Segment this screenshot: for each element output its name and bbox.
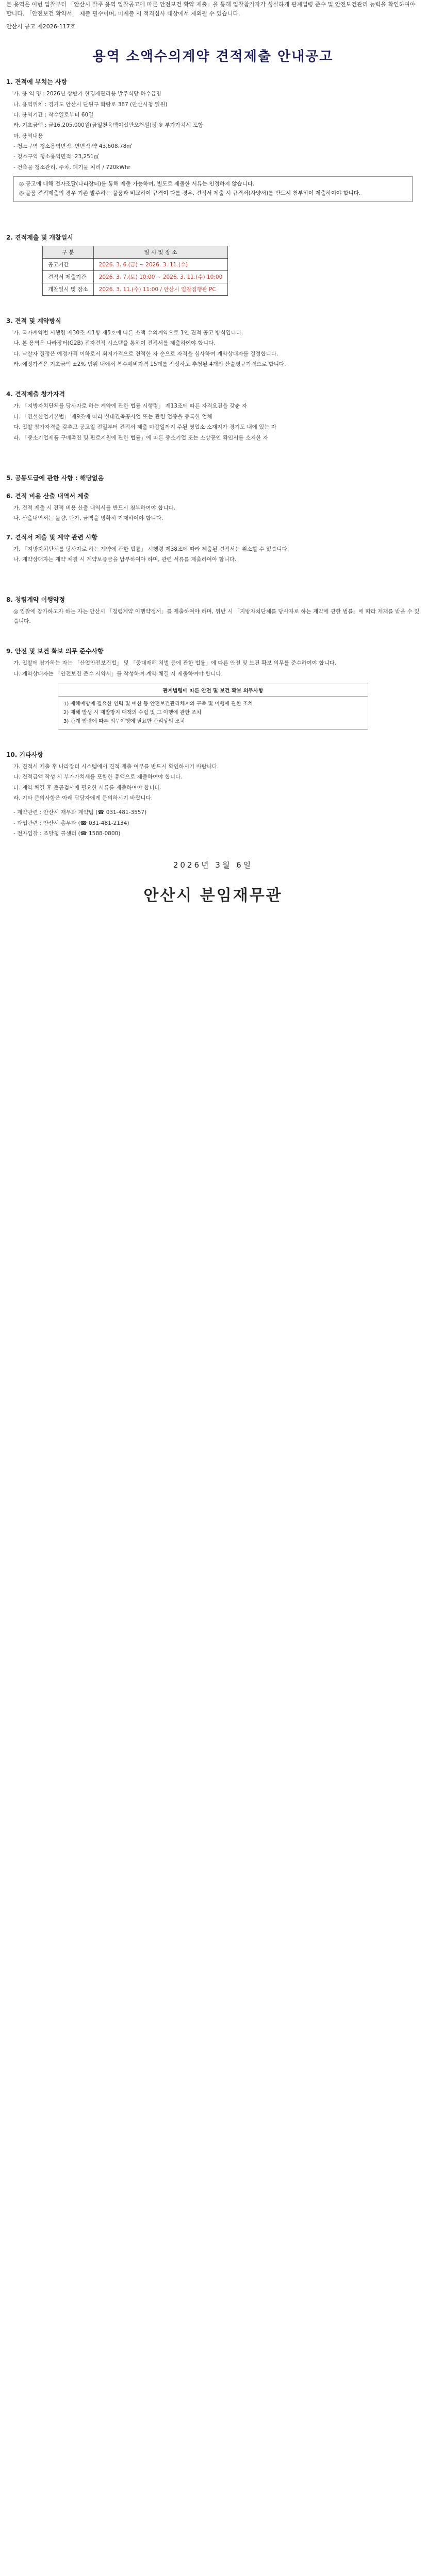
page-title: 용역 소액수의계약 견적제출 안내공고 xyxy=(92,49,334,65)
section-8-heading: 8. 청렴계약 이행약정 xyxy=(6,596,65,604)
contact-line: - 계약관련 : 안산시 재무과 계약팀 (☎ 031-481-3557) xyxy=(13,809,147,816)
section-9-heading: 9. 안전 및 보건 확보 의무 준수사항 xyxy=(6,648,104,655)
section-3-heading: 3. 견적 및 계약방식 xyxy=(6,317,61,325)
schedule-header: 구 분 xyxy=(43,246,94,258)
issuer-name: 안산시 분임재무관 xyxy=(143,886,283,905)
schedule-header: 일 시 및 장 소 xyxy=(93,246,228,258)
s4-item: 나. 「건설산업기본법」 제9조에 따라 실내건축공사업 또는 관련 업종을 등록한 업체 xyxy=(13,413,212,420)
s1-item: 다. 용역기간 : 착수일로부터 60일 xyxy=(13,111,94,118)
s4-item: 가. 「지방자치단체를 당사자로 하는 계약에 관한 법률 시행령」 제13조에 따른 자격요건을 갖춘 자 xyxy=(13,403,248,410)
s4-item: 다. 입찰 참가자격을 갖추고 공고일 전일부터 견적서 제출 마감일까지 주된 영업소 소재지가 경기도 내에 있는 자 xyxy=(13,424,276,431)
s1-notes-box xyxy=(13,176,413,202)
s7-item: 가. 「지방자치단체를 당사자로 하는 계약에 관한 법률」 시행령 제38조에 따라 제출된 견적서는 취소할 수 없습니다. xyxy=(13,546,289,552)
schedule-cell: 견적서 제출기간 xyxy=(43,270,94,283)
s10-item: 라. 기타 문의사항은 아래 담당자에게 문의하시기 바랍니다. xyxy=(13,795,153,801)
safety-duty-box xyxy=(58,684,368,730)
contact-line: - 과업관련 : 안산시 총무과 (☎ 031-481-2134) xyxy=(13,820,129,826)
s3-item: 다. 낙찰자 결정은 예정가격 이하로서 최저가격으로 견적한 자 순으로 자격을 심사하여 계약상대자를 결정합니다. xyxy=(13,350,278,357)
s3-item: 가. 국가계약법 시행령 제30조 제1항 제5호에 따른 소액 수의계약으로 1인 견적 공고 방식입니다. xyxy=(13,329,243,336)
s10-item: 다. 계약 체결 후 준공검사에 필요한 서류를 제출하여야 합니다. xyxy=(13,784,161,791)
s4-item: 라. 「중소기업제품 구매촉진 및 판로지원에 관한 법률」에 따른 중소기업 또는 소상공인 확인서를 소지한 자 xyxy=(13,434,268,441)
s1-note: ◎ 물품 견적제출의 경우 기존 발주하는 물품과 비교하여 규격이 다를 경우, 견적서 제출 시 규격서(사양서)를 반드시 첨부하여 제출하여야 합니다. xyxy=(19,190,361,197)
s1-note: ◎ 공고에 대해 전자조달(나라장터)를 통해 제출 가능하며, 별도로 제출한 서류는 인정하지 않습니다. xyxy=(19,181,255,188)
s9-item: 가. 입찰에 참가하는 자는 「산업안전보건법」 및 「중대재해 처벌 등에 관한 법률」에 따른 안전 및 보건 확보 의무를 준수하여야 합니다. xyxy=(13,660,337,667)
section-4-heading: 4. 견적제출 참가자격 xyxy=(6,391,65,398)
notice-number: 안산시 공고 제2026-117호 xyxy=(6,23,76,30)
s3-item: 라. 예정가격은 기초금액 ±2% 범위 내에서 복수예비가격 15개를 작성하고 추첨된 4개의 산술평균가격으로 합니다. xyxy=(13,361,286,367)
s1-item: 마. 용역내용 xyxy=(13,132,43,139)
schedule-cell: 2026. 3. 7.(토) 10:00 ~ 2026. 3. 11.(수) 10:00 xyxy=(93,270,228,283)
s10-item: 가. 견적서 제출 후 나라장터 시스템에서 견적 제출 여부를 반드시 확인하시기 바랍니다. xyxy=(13,763,219,770)
schedule-cell: 공고기간 xyxy=(43,258,94,270)
schedule-cell: 2026. 3. 6.(금) ~ 2026. 3. 11.(수) xyxy=(93,258,228,270)
s3-item: 나. 본 용역은 나라장터(G2B) 전자견적 시스템을 통하여 견적서를 제출하여야 합니다. xyxy=(13,340,216,347)
s1-item: - 청소구역 청소용역면적: 23,251㎡ xyxy=(13,154,100,160)
s8-item: ◎ 입찰에 참가하고자 하는 자는 안산시 「청렴계약 이행약정서」를 제출하여야 하며, 위반 시 「지방자치단체를 당사자로 하는 계약에 관한 법률」에 따라 제재를 받을 수 있습니다. xyxy=(13,608,420,624)
s1-item: - 건축물 청소관리, 주차, 폐기물 처리 / 720kWhr xyxy=(13,164,130,171)
s7-item: 나. 계약상대자는 계약 체결 시 계약보증금을 납부하여야 하며, 관련 서류를 제출하여야 합니다. xyxy=(13,556,237,563)
s1-item: 나. 용역위치 : 경기도 안산시 단원구 화랑로 387 (안산시청 일원) xyxy=(13,101,168,108)
s6-item: 가. 견적 제출 시 견적 비용 산출 내역서를 반드시 첨부하여야 합니다. xyxy=(13,504,175,511)
safety-duty-line: 1) 재해예방에 필요한 인력 및 예산 등 안전보건관리체계의 구축 및 이행에 관한 조치 xyxy=(63,701,253,707)
section-2-heading: 2. 견적제출 및 개찰일시 xyxy=(6,233,73,241)
notice-sheet xyxy=(0,0,426,905)
issue-date: 2026년 3월 6일 xyxy=(173,860,253,870)
s10-item: 나. 견적금액 작성 시 부가가치세를 포함한 총액으로 제출하여야 합니다. xyxy=(13,774,183,781)
s1-item: 라. 기초금액 : 금16,205,000원(금일천육백이십만오천원)정 ※ 부가가치세 포함 xyxy=(13,122,203,129)
safety-duty-line: 2) 재해 발생 시 재발방지 대책의 수립 및 그 이행에 관한 조치 xyxy=(63,709,202,716)
safety-duty-title: 관계법령에 따른 안전 및 보건 확보 의무사항 xyxy=(58,684,368,697)
s1-item: - 청소구역 청소용역면적, 연면적 약 43,608.78㎡ xyxy=(13,143,132,150)
safety-duty-line: 3) 관계 법령에 따른 의무이행에 필요한 관리상의 조치 xyxy=(63,718,185,724)
schedule-table xyxy=(42,246,228,296)
section-6-heading: 6. 견적 비용 산출 내역서 제출 xyxy=(6,492,90,500)
schedule-cell: 개찰일시 및 장소 xyxy=(43,283,94,295)
section-1-heading: 1. 견적에 부치는 사항 xyxy=(6,78,68,86)
section-5-heading: 5. 공동도급에 관한 사항 : 해당없음 xyxy=(6,474,104,482)
s9-item: 나. 계약상대자는 「안전보건 준수 서약서」를 작성하여 계약 체결 시 제출하여야 합니다. xyxy=(13,670,223,677)
section-7-heading: 7. 견적서 제출 및 계약 관련 사항 xyxy=(6,533,98,541)
s6-item: 나. 산출내역서는 물량, 단가, 금액을 명확히 기재하여야 합니다. xyxy=(13,515,163,522)
schedule-cell: 2026. 3. 11.(수) 11:00 / 안산시 입찰집행관 PC xyxy=(93,283,228,295)
top-notice: 본 용역은 이번 입찰부터 「안산시 발주 용역 입찰공고에 따른 안전보건 확약 제출」을 통해 입찰참가자가 성실하게 관계법령 준수 및 안전보건관리 능력을 확인하여야 합니다. 「안전보건 확약서」 제출 필수이며, 미제출 시 적격심사 대상에서 제외될 수 있습니다. xyxy=(6,1,416,17)
section-10-heading: 10. 기타사항 xyxy=(6,751,43,758)
contact-line: - 전자입찰 : 조달청 콜센터 (☎ 1588-0800) xyxy=(13,831,121,837)
s1-item: 가. 용 역 명 : 2026년 상반기 한경재관리용 발주식당 하수급명 xyxy=(13,91,161,97)
